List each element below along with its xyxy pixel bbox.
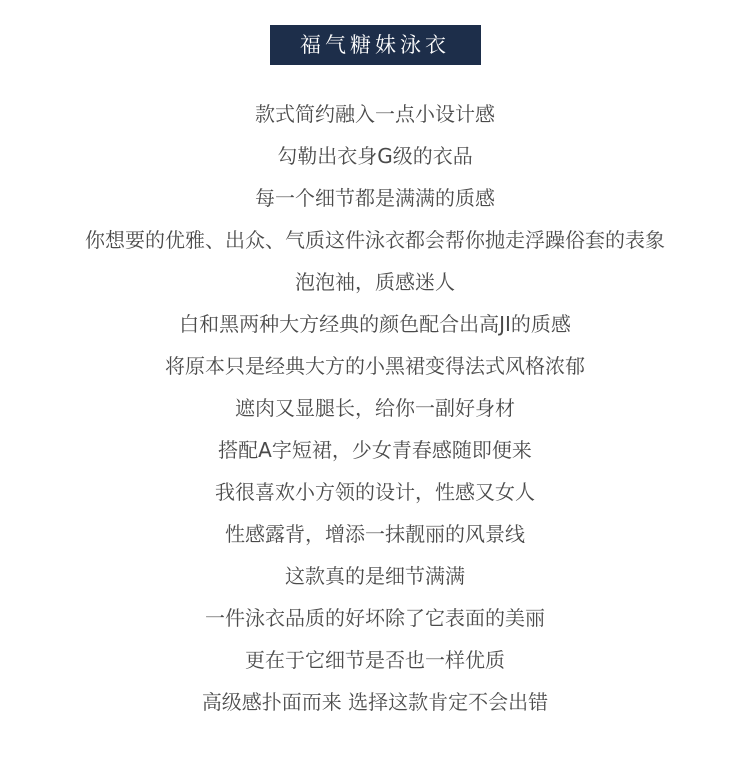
title-container [0,25,750,65]
description-line: 泡泡袖，质感迷人 [295,270,455,294]
description-line: 将原本只是经典大方的小黑裙变得法式风格浓郁 [165,354,585,378]
page-title: 福气糖妹泳衣 [270,25,481,65]
description-list [0,93,750,723]
description-line: 每一个细节都是满满的质感 [255,186,495,210]
description-line: 高级感扑面而来 选择这款肯定不会出错 [201,690,549,714]
description-line: 款式简约融入一点小设计感 [255,102,495,126]
description-line: 你想要的优雅、出众、气质这件泳衣都会帮你抛走浮躁俗套的表象 [85,228,665,252]
description-line: 我很喜欢小方领的设计，性感又女人 [215,480,535,504]
description-line: 遮肉又显腿长，给你一副好身材 [235,396,515,420]
description-line: 白和黑两种大方经典的颜色配合出高JI的质感 [179,312,571,336]
description-line: 一件泳衣品质的好坏除了它表面的美丽 [205,606,545,630]
description-line: 搭配A字短裙，少女青春感随即便来 [218,438,532,462]
description-line: 更在于它细节是否也一样优质 [245,648,505,672]
description-line: 这款真的是细节满满 [285,564,465,588]
description-line: 勾勒出衣身G级的衣品 [277,144,473,168]
description-line: 性感露背，增添一抹靓丽的风景线 [225,522,525,546]
